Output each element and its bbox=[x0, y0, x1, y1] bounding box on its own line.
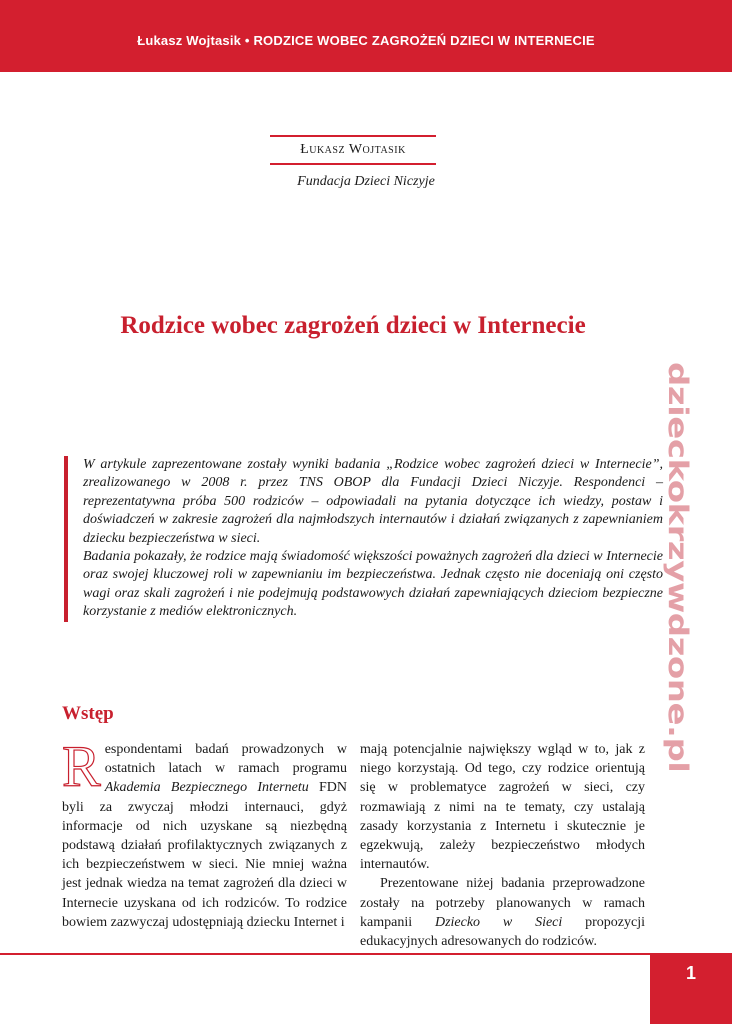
section-heading: Wstęp bbox=[62, 703, 114, 724]
site-watermark: dzieckokrzywdzone.pl bbox=[662, 362, 694, 773]
footer-rule bbox=[0, 953, 650, 955]
body-paragraph-1 bbox=[62, 734, 347, 932]
body-column-left bbox=[62, 734, 347, 932]
drop-cap: R bbox=[62, 734, 101, 799]
body-text: FDN byli za zwyczaj młodzi internauci, gdyż informacje od nich uzyskane są niezbędną podstawą działań profilaktycznych związanych z ich bezpieczeństwem w sieci. Nie mniej ważna jest jednak wiedza na temat zagrożeń dla dzieci w Internecie uzyskana od ich rodziców. To rodzice bowiem zazwyczaj udostępniają dziecku Internet i bbox=[62, 780, 347, 930]
article-title: Rodzice wobec zagrożeń dzieci w Internecie bbox=[120, 312, 586, 339]
author-name: Łukasz Wojtasik bbox=[300, 142, 406, 157]
running-head: Łukasz Wojtasik • RODZICE WOBEC ZAGROŻEŃ DZIECI W INTERNECIE bbox=[137, 33, 595, 48]
body-text: Prezentowane niżej badania przeprowadzone zostały na potrzeby planowanych w ramach kampanii bbox=[360, 876, 645, 930]
author-affiliation: Fundacja Dzieci Niczyje bbox=[297, 174, 435, 189]
author-block bbox=[270, 135, 436, 165]
body-text: espondentami badań prowadzonych w ostatnich latach w ramach programu bbox=[104, 742, 347, 777]
body-text: propozycji edukacyjnych adresowanych do rodziców. bbox=[360, 914, 645, 950]
body-column-right bbox=[360, 740, 645, 951]
page-number: 1 bbox=[685, 963, 696, 983]
abstract-paragraph-1: W artykule zaprezentowane zostały wyniki badania „Rodzice wobec zagrożeń dzieci w Internecie”, zrealizowanego w 2008 r. przez TNS OBOP dla Fundacji Dzieci Niczyje. Respondenci – reprezentatywna próba 500 rodziców – odpowiadali na pytania dotyczące ich wiedzy, postaw i doświadczeń w zakresie zagrożeń dla najmłodszych internautów i działań związanych z zapewnianiem dziecku bezpieczeństwa w sieci. bbox=[83, 457, 663, 546]
campaign-name: Dziecko w Sieci bbox=[434, 914, 563, 930]
program-name: Akademia Bezpiecznego Internetu bbox=[104, 780, 309, 796]
abstract bbox=[64, 456, 663, 622]
abstract-paragraph-2: Badania pokazały, że rodzice mają świadomość większości poważnych zagrożeń dla dzieci w Internecie oraz swojej kluczowej roli w zapewnianiu im bezpieczeństwa. Jednak często nie doceniają oni często wagi oraz skali zagrożeń i nie podejmują podstawowych działań zapewniających dzieciom bezpieczne korzystanie z mediów elektronicznych. bbox=[83, 549, 663, 620]
body-paragraph-1-continued: mają potencjalnie największy wgląd w to, jak z niego korzystają. Od tego, czy rodzice orientują się w problematyce zagrożeń w sieci, czy rozmawiają z nimi na te tematy, czy ustalają zasady korzystania z Internetu i skutecznie je egzekwują, zależy bezpieczeństwo młodych internautów. bbox=[360, 742, 645, 873]
body-paragraph-2 bbox=[360, 874, 645, 951]
